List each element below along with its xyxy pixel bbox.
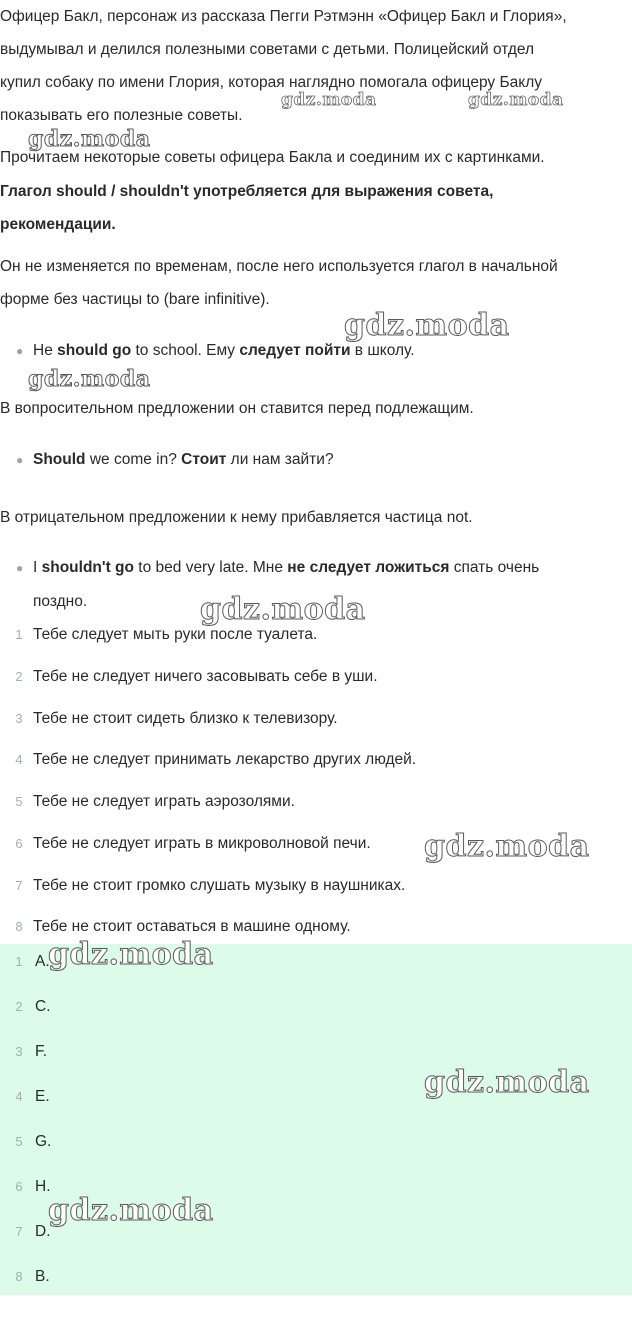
watermark-logo: gdz.moda (28, 366, 151, 392)
watermark-logo: gdz.moda (424, 829, 590, 864)
answer-text: D. (35, 1223, 51, 1240)
item-number: 4 (15, 1089, 23, 1104)
item-number: 2 (15, 669, 23, 684)
item-number: 6 (15, 836, 23, 851)
answer-item (0, 1215, 300, 1249)
item-number: 7 (15, 878, 23, 893)
list-item (0, 869, 626, 903)
answer-text: G. (35, 1133, 52, 1150)
answer-item (0, 1125, 300, 1159)
item-number: 1 (15, 954, 23, 969)
item-number: 2 (15, 999, 23, 1014)
watermark-logo: gdz.moda (468, 90, 564, 110)
bullet-dot-icon: ● (16, 561, 24, 575)
bullet-dot-icon: ● (16, 453, 24, 467)
item-number: 8 (15, 1269, 23, 1284)
answer-text: A. (35, 953, 50, 970)
item-text: Тебе не следует принимать лекарство других людей. (33, 751, 417, 768)
item-number: 3 (15, 711, 23, 726)
watermark-logo: gdz.moda (281, 90, 377, 110)
item-number: 5 (15, 794, 23, 809)
answer-text: F. (35, 1043, 48, 1060)
answer-text: C. (35, 998, 51, 1015)
intro-line: Офицер Бакл, персонаж из рассказа Пегги Рэтмэнн «Офицер Бакл и Глория», (0, 8, 567, 25)
answer-item (0, 1035, 300, 1069)
list-item (0, 785, 626, 819)
item-text: Тебе не стоит оставаться в машине одному. (33, 918, 351, 935)
form-note-line: Он не изменяется по временам, после него используется глагол в начальной (0, 258, 558, 275)
item-text: Тебе не следует играть аэрозолями. (33, 793, 295, 810)
watermark-logo: gdz.moda (48, 937, 214, 972)
intro-line: выдумывал и делился полезными советами с детьми. Полицейский отдел (0, 41, 535, 58)
negative-note: В отрицательном предложении к нему прибавляется частица not. (0, 509, 473, 526)
item-text: Тебе не следует ничего засовывать себе в уши. (33, 668, 378, 685)
item-text: Тебе следует мыть руки после туалета. (33, 626, 318, 643)
rule-heading-line: Глагол should / shouldn't употребляется для выражения совета, (0, 183, 494, 200)
example-text: I shouldn't go to bed very late. Мне не следует ложиться спать очень поздно. (33, 559, 540, 610)
list-item (0, 660, 626, 694)
list-item (0, 827, 626, 861)
form-note-line: форме без частицы to (bare infinitive). (0, 291, 270, 308)
item-text: Тебе не стоит громко слушать музыку в наушниках. (33, 877, 406, 894)
watermark-logo: gdz.moda (48, 1193, 214, 1228)
question-note: В вопросительном предложении он ставится перед подлежащим. (0, 400, 474, 417)
list-item (0, 910, 626, 944)
item-number: 8 (15, 919, 23, 934)
intro-line: купил собаку по имени Глория, которая наглядно помогала офицеру Баклу (0, 74, 543, 91)
answer-item (0, 990, 300, 1024)
answer-text: H. (35, 1178, 51, 1195)
item-number: 5 (15, 1134, 23, 1149)
intro-line: показывать его полезные советы. (0, 107, 243, 124)
bullet-dot-icon: ● (16, 344, 24, 358)
list-item (0, 618, 626, 652)
item-number: 4 (15, 752, 23, 767)
watermark-logo: gdz.moda (28, 126, 151, 152)
item-number: 1 (15, 627, 23, 642)
answer-text: B. (35, 1268, 50, 1285)
answer-item (0, 945, 300, 979)
task-text: Прочитаем некоторые советы офицера Бакла и соединим их с картинками. (0, 149, 545, 166)
example-text: Should we come in? Стоит ли нам зайти? (33, 451, 334, 468)
item-number: 3 (15, 1044, 23, 1059)
answer-item (0, 1170, 300, 1204)
item-number: 6 (15, 1179, 23, 1194)
list-item (0, 702, 626, 736)
item-number: 7 (15, 1224, 23, 1239)
item-text: Тебе не стоит сидеть близко к телевизору. (33, 710, 338, 727)
answer-text: E. (35, 1088, 50, 1105)
example-text: He should go to school. Ему следует пойти в школу. (33, 342, 415, 359)
answer-item (0, 1260, 300, 1294)
item-text: Тебе не следует играть в микроволновой печи. (33, 835, 371, 852)
answers-block (0, 944, 632, 1295)
watermark-logo: gdz.moda (200, 592, 366, 627)
answer-item (0, 1080, 300, 1114)
rule-heading-line: рекомендации. (0, 216, 116, 233)
watermark-logo: gdz.moda (424, 1065, 590, 1100)
watermark-logo: gdz.moda (344, 308, 510, 343)
list-item (0, 743, 626, 777)
